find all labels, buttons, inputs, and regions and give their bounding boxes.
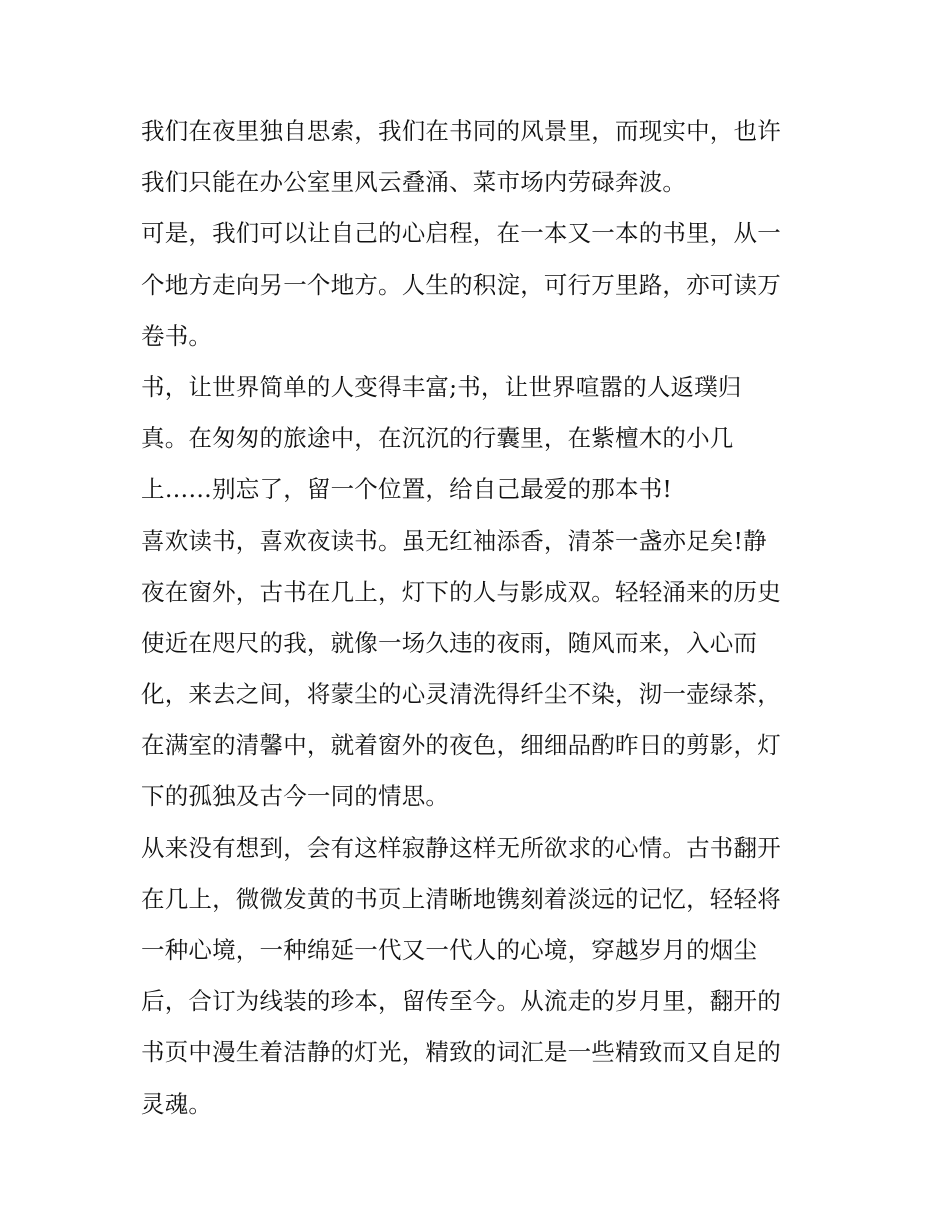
- text-line: 在几上，微微发黄的书页上清晰地镌刻着淡远的记忆，轻轻将: [141, 884, 781, 913]
- text-line: 个地方走向另一个地方。人生的积淀，可行万里路，亦可读万: [141, 270, 781, 299]
- text-line: 可是，我们可以让自己的心启程，在一本又一本的书里，从一: [141, 219, 781, 248]
- text-line: 上……别忘了，留一个位置，给自己最爱的那本书!: [141, 475, 673, 504]
- text-line: 化，来去之间，将蒙尘的心灵清洗得纤尘不染，沏一壶绿茶，: [141, 680, 781, 709]
- text-line: 我们只能在办公室里风云叠涌、菜市场内劳碌奔波。: [141, 168, 687, 197]
- text-line: 使近在咫尺的我，就像一场久违的夜雨，随风而来，入心而: [141, 628, 758, 657]
- text-line: 卷书。: [141, 321, 213, 350]
- text-line: 书，让世界简单的人变得丰富;书，让世界喧嚣的人返璞归: [141, 372, 742, 401]
- document-body: [141, 106, 821, 1130]
- text-line: 夜在窗外，古书在几上，灯下的人与影成双。轻轻涌来的历史: [141, 577, 781, 606]
- text-line: 一种心境，一种绵延一代又一代人的心境，穿越岁月的烟尘: [141, 936, 758, 964]
- text-line: 下的孤独及古今一同的情思。: [141, 782, 450, 811]
- text-line: 灵魂。: [141, 1089, 213, 1118]
- text-line: 真。在匆匆的旅途中，在沉沉的行囊里，在紫檀木的小几: [141, 424, 734, 453]
- text-line: 后，合订为线装的珍本，留传至今。从流走的岁月里，翻开的: [141, 987, 781, 1016]
- text-line: 在满室的清馨中，就着窗外的夜色，细细品酌昨日的剪影，灯: [141, 731, 781, 760]
- text-line: 书页中漫生着洁静的灯光，精致的词汇是一些精致而又自足的: [141, 1038, 781, 1067]
- text-line: 从来没有想到，会有这样寂静这样无所欲求的心情。古书翻开: [141, 833, 781, 862]
- text-line: 我们在夜里独自思索，我们在书同的风景里，而现实中，也许: [141, 117, 781, 145]
- text-line: 喜欢读书，喜欢夜读书。虽无红袖添香，清茶一盏亦足矣!静: [141, 526, 767, 555]
